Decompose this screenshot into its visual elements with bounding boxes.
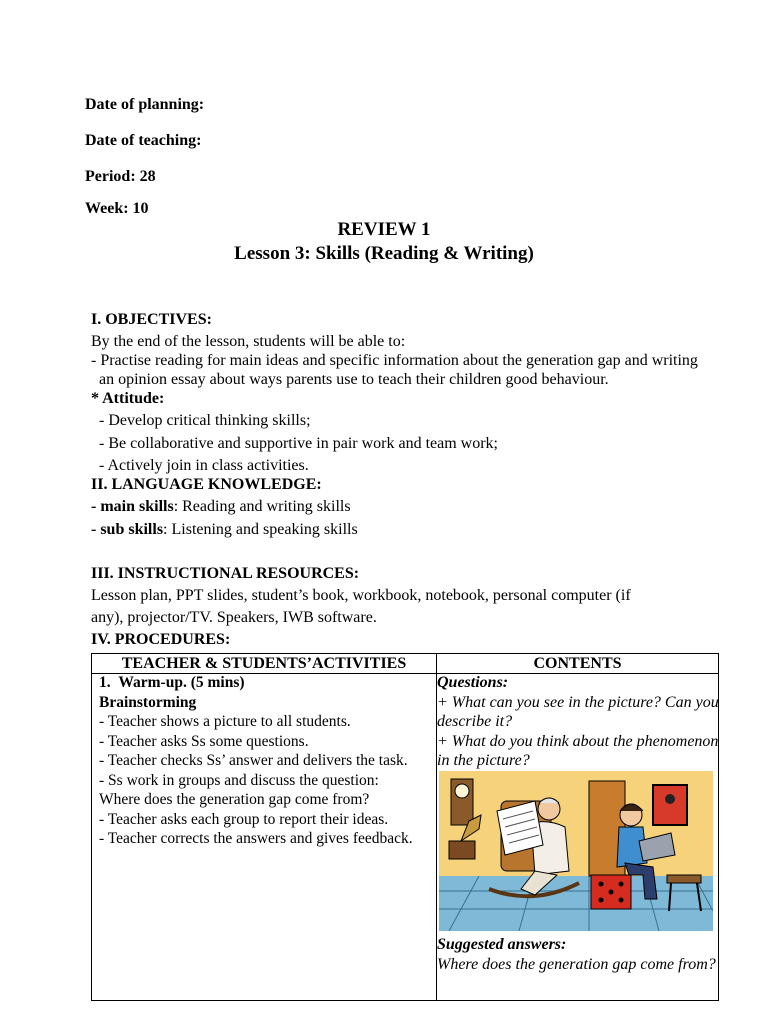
page-title: REVIEW 1 [337, 219, 431, 240]
procedures-heading: IV. PROCEDURES: [91, 631, 231, 648]
date-of-teaching: Date of teaching: [85, 132, 202, 149]
procedures-table [91, 653, 719, 1001]
lesson-subtitle: Lesson 3: Skills (Reading & Writing) [234, 243, 534, 264]
sub-skills-label: - sub skills [91, 521, 164, 538]
attitude-item: - Actively join in class activities. [99, 457, 309, 474]
activity-line: - Teacher corrects the answers and gives feedback. [99, 830, 413, 847]
wall-poster [653, 785, 687, 825]
contents-cell [437, 673, 719, 771]
attitude-item: - Develop critical thinking skills; [99, 412, 311, 429]
activity-line: - Teacher asks Ss some questions. [99, 732, 309, 750]
poster-figure [665, 794, 675, 804]
objectives-heading: I. OBJECTIVES: [91, 311, 212, 328]
activities-cell [99, 673, 413, 849]
objective-item-line1: - Practise reading for main ideas and specific information about the generation gap and writing [91, 352, 698, 369]
question-1: + What can you see in the picture? Can you describe it? [437, 693, 719, 730]
generation-gap-illustration [439, 771, 713, 931]
activity-name: Brainstorming [99, 693, 197, 711]
gramophone-box [449, 841, 475, 859]
objective-item-line2: an opinion essay about ways parents use to teach their children good behaviour. [99, 371, 609, 388]
suggested-answers-label: Suggested answers: [437, 936, 567, 953]
activity-line: - Ss work in groups and discuss the question: [99, 771, 379, 789]
table-header-contents: CONTENTS [533, 655, 622, 672]
objectives-intro: By the end of the lesson, students will be able to: [91, 333, 406, 350]
main-skills-label: - main skills [91, 498, 174, 515]
questions-label: Questions: [437, 674, 509, 691]
activity-line: - Teacher shows a picture to all students. [99, 713, 351, 730]
activity-line: - Teacher checks Ss’ answer and delivers the task. [99, 752, 408, 769]
main-skills-line [91, 497, 351, 517]
sub-skills-value: : Listening and speaking skills [163, 521, 358, 538]
language-heading: II. LANGUAGE KNOWLEDGE: [91, 476, 322, 493]
activity-line: Where does the generation gap come from? [99, 791, 370, 808]
question-2: + What do you think about the phenomenon in the picture? [437, 732, 719, 769]
resources-line2: any), projector/TV. Speakers, IWB software. [91, 609, 377, 626]
resources-heading: III. INSTRUCTIONAL RESOURCES: [91, 565, 360, 582]
suggested-answer: Where does the generation gap come from? [437, 955, 716, 973]
period: Period: 28 [85, 168, 156, 185]
attitude-item: - Be collaborative and supportive in pair work and team work; [99, 435, 498, 452]
warmup-step: 1. Warm-up. (5 mins) [99, 674, 245, 691]
answers-cell [437, 935, 719, 974]
sub-skills-line [91, 520, 358, 540]
side-table [667, 875, 701, 883]
attitude-heading: * Attitude: [91, 390, 165, 407]
resources-line1: Lesson plan, PPT slides, student’s book, workbook, notebook, personal computer (if [91, 587, 631, 604]
week: Week: 10 [85, 200, 149, 217]
newspaper [497, 801, 543, 855]
main-skills-value: : Reading and writing skills [173, 498, 351, 515]
clock-face [455, 784, 469, 798]
activity-line: - Teacher asks each group to report their ideas. [99, 810, 389, 828]
date-of-planning: Date of planning: [85, 96, 205, 113]
table-header-activities: TEACHER & STUDENTS’ACTIVITIES [121, 655, 407, 672]
